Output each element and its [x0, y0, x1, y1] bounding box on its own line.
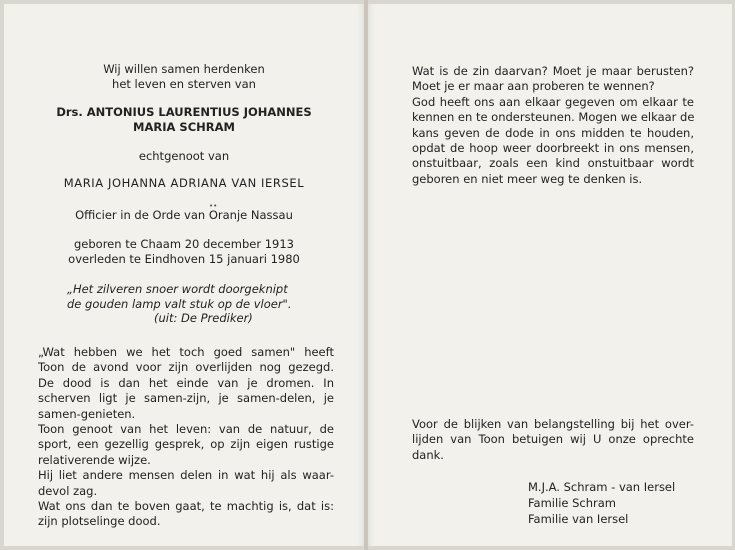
spouse-name: MARIA JOHANNA ADRIANA VAN IERSEL — [63, 176, 305, 190]
memorial-line: scherven ligt je samen-zijn, je samen-delen, je — [38, 391, 334, 406]
memorial-line: De dood is dan het einde van je dromen. In — [38, 375, 334, 390]
memorial-text — [38, 345, 334, 530]
honor-title: Officier in de Orde van Oranje Nassau — [75, 208, 293, 222]
birth-line: geboren te Chaam 20 december 1913 — [73, 237, 294, 251]
thanks-text — [412, 417, 694, 463]
signatures — [528, 479, 675, 527]
intro-line-2: het leven en sterven van — [112, 77, 256, 91]
intro-line-1: Wij willen samen herdenken — [103, 62, 265, 76]
memorial-line: zijn plotselinge dood. — [38, 514, 161, 529]
quote-line-1: „Het zilveren snoer wordt doorgeknipt — [67, 282, 288, 296]
memorial-line: samen-genieten. — [38, 406, 136, 421]
ornament-mark: •• — [209, 202, 218, 210]
reflection-line: geboren en niet meer weg te denken is. — [412, 171, 643, 186]
reflection-line: Wat is de zin daarvan? Moet je maar berusten? — [412, 64, 694, 78]
left-page — [4, 4, 364, 546]
memorial-line: Hij liet andere mensen delen in wat hij als waar- — [38, 468, 334, 483]
reflection-line: onstuitbaar, zoals een kind onstuitbaar wordt — [412, 156, 694, 171]
quote-source: (uit: De Prediker) — [154, 311, 253, 325]
thanks-line: dank. — [412, 447, 444, 462]
reflection-line: kans geven de dode in ons midden te houden, — [412, 125, 694, 140]
memorial-line: „Wat hebben we het toch goed samen" heeft — [38, 345, 334, 359]
memorial-line: Toon genoot van het leven: van de natuur, de — [38, 422, 334, 437]
reflection-line: kennen en te ondersteunen. Mogen we elkaar de — [412, 110, 695, 125]
right-page — [368, 4, 732, 546]
deceased-name-line-2: MARIA SCHRAM — [133, 120, 235, 134]
reflection-text — [412, 64, 694, 187]
deceased-name-line-1: Drs. ANTONIUS LAURENTIUS JOHANNES — [56, 105, 312, 119]
memorial-line: devol zag. — [38, 483, 98, 498]
memorial-line: relativerende wijze. — [38, 452, 151, 467]
memorial-line: sport, een gezellig gesprek, op zijn eigen rustige — [38, 437, 334, 452]
death-line: overleden te Eindhoven 15 januari 1980 — [68, 252, 300, 266]
thanks-line: lijden van Toon betuigen wij U onze oprechte — [412, 432, 694, 447]
signature-line: M.J.A. Schram - van Iersel — [528, 480, 676, 494]
quote-line-2: de gouden lamp valt stuk op de vloer". — [67, 297, 292, 311]
spouse-label: echtgenoot van — [138, 149, 230, 163]
signature-line: Familie Schram — [528, 496, 617, 510]
memorial-line: Toon de avond voor zijn overlijden nog gezegd. — [38, 360, 334, 375]
reflection-line: Moet je er maar aan proberen te wennen? — [412, 79, 655, 94]
thanks-line: Voor de blijken van belangstelling bij het over- — [412, 417, 694, 431]
signature-line: Familie van Iersel — [528, 512, 629, 526]
memorial-line: Wat ons dan te boven gaat, te machtig is, dat is: — [38, 499, 334, 514]
reflection-line: opdat de hoop weer doorbreekt in ons mensen, — [412, 141, 694, 156]
reflection-line: God heeft ons aan elkaar gegeven om elkaar te — [412, 94, 694, 109]
